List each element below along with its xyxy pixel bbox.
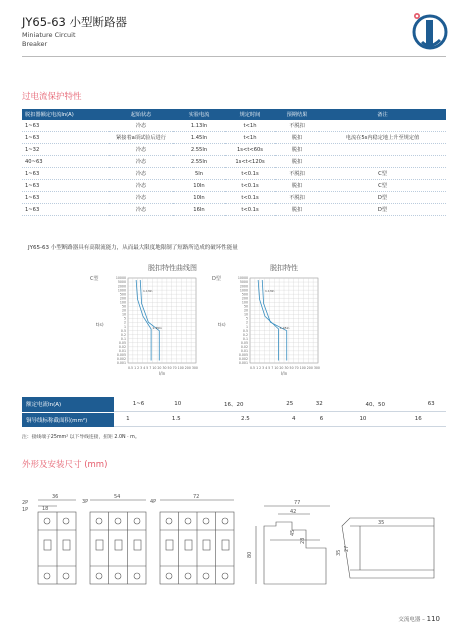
table-cell: 电流在5s内稳定地上升至规定值 xyxy=(319,132,446,144)
y-tick-label: 5000 xyxy=(117,280,126,285)
section-title-dimensions: 外形及安装尺寸 (mm) xyxy=(22,460,108,470)
y-tick-label: 50 xyxy=(243,304,248,309)
wire-cell: 1 xyxy=(114,412,142,427)
table-cell: 1.45In xyxy=(173,132,225,144)
y-tick-label: 10000 xyxy=(115,276,126,281)
table-cell: C型 xyxy=(319,168,446,180)
page-title: JY65-63 小型断路器 xyxy=(22,15,127,29)
y-tick-label: 0.5 xyxy=(242,328,248,333)
chart-type-label: D型 xyxy=(212,276,221,282)
dim-width-3p: 54 xyxy=(114,494,121,500)
footer-label: 交流电器 xyxy=(398,617,421,623)
y-tick-label: 2000 xyxy=(239,284,248,289)
wire-cell: 10 xyxy=(335,412,390,427)
table-cell: t<0.1s xyxy=(225,180,275,192)
wire-note: 注：接线端子25mm² 以下导线连接，扭矩 2.0N · m。 xyxy=(22,435,140,440)
table-cell: 冷态 xyxy=(109,120,173,132)
table-cell: 40~63 xyxy=(22,156,109,168)
y-tick-label: 200 xyxy=(241,296,248,301)
table-cell xyxy=(319,120,446,132)
y-tick-label: 5 xyxy=(123,316,126,321)
y-tick-label: 0.01 xyxy=(240,349,248,354)
y-tick-label: 0.02 xyxy=(118,345,126,350)
dim-height-28: 28 xyxy=(300,537,306,544)
y-tick-label: 0.001 xyxy=(238,361,248,366)
header-divider xyxy=(22,56,446,57)
column-header: 预期结果 xyxy=(275,109,319,120)
dimension-drawing xyxy=(22,490,450,590)
y-tick-label: 0.05 xyxy=(240,340,248,345)
y-tick-label: 500 xyxy=(241,292,248,297)
y-tick-label: 20 xyxy=(243,308,248,313)
y-tick-label: 0.002 xyxy=(238,357,248,362)
x-axis-label: I/In xyxy=(281,371,288,376)
subtitle-line-1: Miniature Circuit xyxy=(22,31,76,39)
table-cell: 1.13In xyxy=(173,120,225,132)
pole-label-4p: 4P xyxy=(150,499,157,505)
y-tick-label: 100 xyxy=(241,300,248,305)
curve-label-a: 1.13In xyxy=(142,289,153,293)
y-tick-label: 0.05 xyxy=(118,340,126,345)
table-cell xyxy=(319,156,446,168)
chart-title: 脱扣特性 xyxy=(270,264,298,272)
table-cell: D型 xyxy=(319,204,446,216)
table-cell: t<0.1s xyxy=(225,168,275,180)
y-tick-label: 0.002 xyxy=(116,357,126,362)
y-tick-label: 100 xyxy=(119,300,126,305)
y-tick-label: 0.01 xyxy=(118,349,126,354)
column-header: 规定时间 xyxy=(225,109,275,120)
table-cell: 不脱扣 xyxy=(275,120,319,132)
page-footer: 交流电器 – 110 xyxy=(398,615,440,623)
y-tick-label: 2000 xyxy=(117,284,126,289)
column-header: 实验电流 xyxy=(173,109,225,120)
din-rail xyxy=(342,518,434,578)
wire-cell: 16 xyxy=(391,412,446,427)
table-cell: t<1h xyxy=(225,120,275,132)
table-cell: 1~63 xyxy=(22,192,109,204)
wire-cell: 4 xyxy=(280,412,308,427)
table-cell: 1~32 xyxy=(22,144,109,156)
wire-row-area xyxy=(22,412,446,427)
table-cell: t<1h xyxy=(225,132,275,144)
page-number: 110 xyxy=(426,615,440,623)
table-row xyxy=(22,168,446,180)
table-cell: 冷态 xyxy=(109,192,173,204)
table-cell: 脱扣 xyxy=(275,156,319,168)
table-cell: 脱扣 xyxy=(275,204,319,216)
y-tick-label: 0.02 xyxy=(240,345,248,350)
y-tick-label: 10 xyxy=(121,312,126,317)
dim-width-1p: 18 xyxy=(42,506,49,512)
curve-label-b: 1.45In xyxy=(279,326,290,330)
table-cell: t<0.1s xyxy=(225,204,275,216)
table-cell: 1~63 xyxy=(22,168,109,180)
table-cell: 脱扣 xyxy=(275,180,319,192)
table-row xyxy=(22,192,446,204)
pole-label-1p: 1P xyxy=(22,507,29,513)
y-tick-label: 50 xyxy=(121,304,126,309)
dim-height-45: 45 xyxy=(290,529,296,536)
dim-height-80: 80 xyxy=(247,551,253,558)
section-title-protection: 过电流保护特性 xyxy=(22,92,82,102)
table-cell: 16In xyxy=(173,204,225,216)
table-cell: 5In xyxy=(173,168,225,180)
y-tick-label: 1000 xyxy=(117,288,126,293)
dim-rail-35: 35 xyxy=(336,549,342,556)
wire-cell: 6 xyxy=(308,412,336,427)
dim-depth-42: 42 xyxy=(290,509,297,515)
y-tick-label: 0.5 xyxy=(120,328,126,333)
table-row xyxy=(22,204,446,216)
table-row xyxy=(22,132,446,144)
wire-cell: 40、50 xyxy=(334,397,416,412)
table-cell: 1~63 xyxy=(22,180,109,192)
wire-cell: 63 xyxy=(416,397,446,412)
wire-cell: 1~6 xyxy=(114,397,163,412)
wire-cell: 2.5 xyxy=(211,412,280,427)
dim-rail-27: 27 xyxy=(344,545,350,552)
x-tick-labels: 0.5 1 2 3 4 5 7 10 20 30 50 70 100 200 300 xyxy=(250,366,320,370)
pole-label-2p: 2P xyxy=(22,500,29,506)
x-axis-label: I/In xyxy=(159,371,166,376)
wire-row-label: 额定电流In(A) xyxy=(22,397,114,412)
trip-curve-charts xyxy=(88,258,428,378)
chart-title: 脱扣特性曲线图 xyxy=(148,264,197,272)
wire-cell: 25 xyxy=(275,397,305,412)
table-cell: 2.55In xyxy=(173,156,225,168)
y-tick-label: 2 xyxy=(123,320,126,325)
table-cell: C型 xyxy=(319,180,446,192)
y-tick-label: 1 xyxy=(123,324,126,329)
page-subtitle xyxy=(22,31,76,48)
wire-table xyxy=(22,397,446,427)
table-row xyxy=(22,144,446,156)
y-tick-label: 0.005 xyxy=(116,353,126,358)
y-tick-label: 500 xyxy=(119,292,126,297)
dim-width-2p: 36 xyxy=(52,494,59,500)
table-cell: D型 xyxy=(319,192,446,204)
table-cell: 1~63 xyxy=(22,120,109,132)
table-cell: 紧接着a项试验后进行 xyxy=(109,132,173,144)
protection-table-body xyxy=(22,120,446,216)
wire-cell: 16、20 xyxy=(193,397,275,412)
y-tick-label: 20 xyxy=(121,308,126,313)
wire-row-label: 铜导线标称截面积(mm²) xyxy=(22,412,114,427)
y-tick-label: 10000 xyxy=(237,276,248,281)
table-row xyxy=(22,180,446,192)
protection-table xyxy=(22,109,446,216)
table-cell xyxy=(319,144,446,156)
y-tick-label: 0.1 xyxy=(242,336,248,341)
table-cell: 不脱扣 xyxy=(275,168,319,180)
y-tick-label: 0.1 xyxy=(120,336,126,341)
dim-width-4p: 72 xyxy=(193,494,200,500)
table-cell: 冷态 xyxy=(109,156,173,168)
table-cell: 2.55In xyxy=(173,144,225,156)
wire-cell: 1.5 xyxy=(142,412,211,427)
curve-label-b: 1.45In xyxy=(152,326,162,330)
table-cell: 脱扣 xyxy=(275,144,319,156)
table-cell: 不脱扣 xyxy=(275,192,319,204)
table-cell: t<0.1s xyxy=(225,192,275,204)
table-row xyxy=(22,156,446,168)
y-tick-label: 200 xyxy=(119,296,126,301)
column-header: 起始状态 xyxy=(109,109,173,120)
trip-chart-d xyxy=(212,263,320,376)
column-header: 备注 xyxy=(319,109,446,120)
intro-text: JY65-63 小型断路器具有高限流能力，从而最大限度地限制了短路所造成的破坏性能量 xyxy=(28,245,238,251)
y-tick-label: 10 xyxy=(243,312,248,317)
y-tick-label: 0.001 xyxy=(116,361,126,366)
y-axis-label: t(s) xyxy=(96,323,104,328)
table-cell: 冷态 xyxy=(109,168,173,180)
column-header: 脱扣器额定电流In(A) xyxy=(22,109,109,120)
y-axis-label: t(s) xyxy=(218,323,226,328)
table-cell: 1~63 xyxy=(22,132,109,144)
table-cell: 脱扣 xyxy=(275,132,319,144)
table-cell: 1~63 xyxy=(22,204,109,216)
dim-rail-35b: 35 xyxy=(378,520,385,526)
y-tick-label: 1 xyxy=(245,324,248,329)
y-tick-label: 5 xyxy=(245,316,248,321)
pole-label-3p: 3P xyxy=(82,499,89,505)
dim-depth-77: 77 xyxy=(294,500,301,506)
y-tick-label: 2 xyxy=(245,320,248,325)
table-cell: 10In xyxy=(173,180,225,192)
curve-label-a: 1.13In xyxy=(264,289,275,293)
wire-row-current xyxy=(22,397,446,412)
y-tick-label: 0.2 xyxy=(120,332,126,337)
table-cell: 冷态 xyxy=(109,144,173,156)
y-tick-label: 0.2 xyxy=(242,332,248,337)
brand-logo xyxy=(408,6,456,54)
table-cell: 1s<t<60s xyxy=(225,144,275,156)
x-tick-labels: 0.5 1 2 3 4 5 7 10 20 30 50 70 100 200 300 xyxy=(128,366,198,370)
wire-cell: 32 xyxy=(304,397,334,412)
subtitle-line-2: Breaker xyxy=(22,39,48,48)
wire-cell: 10 xyxy=(163,397,193,412)
y-tick-label: 0.005 xyxy=(238,353,248,358)
chart-type-label: C型 xyxy=(90,276,99,282)
table-cell: 冷态 xyxy=(109,180,173,192)
y-tick-label: 1000 xyxy=(239,288,248,293)
y-tick-label: 5000 xyxy=(239,280,248,285)
table-cell: 10In xyxy=(173,192,225,204)
table-cell: 1s<t<120s xyxy=(225,156,275,168)
table-header-row xyxy=(22,109,446,120)
table-row xyxy=(22,120,446,132)
table-cell: 冷态 xyxy=(109,204,173,216)
trip-chart-c xyxy=(90,263,198,376)
